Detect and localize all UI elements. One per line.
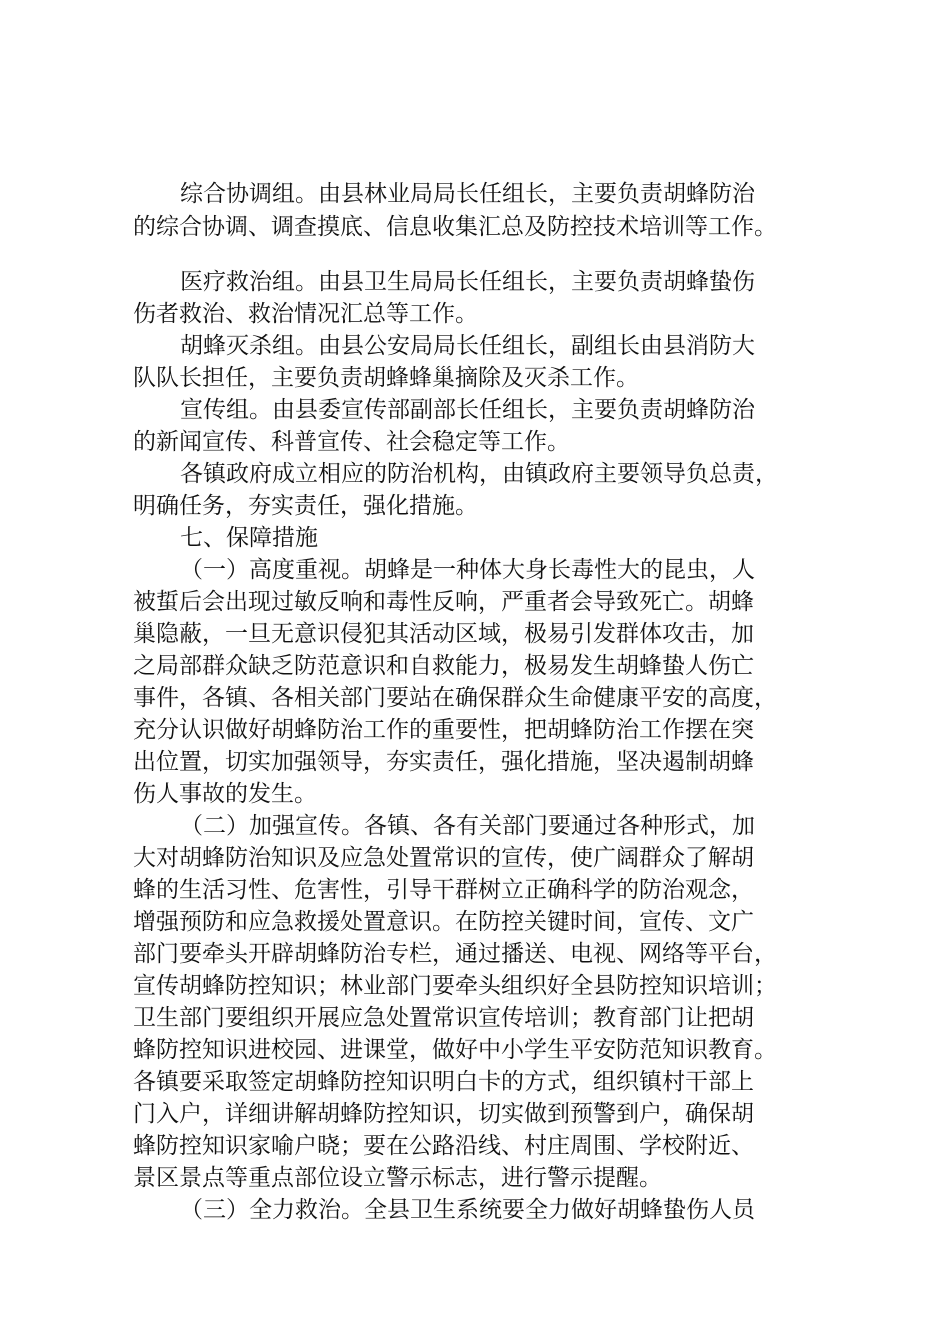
paragraph-line: 综合协调组。由县林业局局长任组长，主要负责胡蜂防治	[180, 181, 755, 207]
paragraph-line: 之局部群众缺乏防范意识和自救能力，极易发生胡蜂蛰人伤亡	[133, 653, 754, 679]
paragraph-line: 事件，各镇、各相关部门要站在确保群众生命健康平安的高度，	[133, 685, 777, 711]
paragraph-line: 宣传胡蜂防控知识；林业部门要牵头组织好全县防控知识培训；	[133, 973, 777, 999]
paragraph-line: 门入户，详细讲解胡蜂防控知识，切实做到预警到户，确保胡	[133, 1101, 754, 1127]
paragraph-line: 大对胡蜂防治知识及应急处置常识的宣传，使广阔群众了解胡	[133, 845, 754, 871]
paragraph-line: 蜂防控知识进校园、进课堂，做好中小学生平安防范知识教育。	[133, 1037, 777, 1063]
paragraph-line: （三）全力救治。全县卫生系统要全力做好胡蜂蛰伤人员	[180, 1197, 755, 1223]
paragraph-line: 宣传组。由县委宣传部副部长任组长，主要负责胡蜂防治	[180, 397, 755, 423]
paragraph-line: 增强预防和应急救援处置意识。在防控关键时间，宣传、文广	[133, 909, 754, 935]
paragraph-line: 部门要牵头开辟胡蜂防治专栏，通过播送、电视、网络等平台，	[133, 941, 777, 967]
paragraph-line: 胡蜂灭杀组。由县公安局局长任组长，副组长由县消防大	[180, 333, 755, 359]
paragraph-line: 的综合协调、调查摸底、信息收集汇总及防控技术培训等工作。	[133, 214, 777, 240]
paragraph-line: 巢隐蔽，一旦无意识侵犯其活动区域，极易引发群体攻击，加	[133, 621, 754, 647]
paragraph-line: 明确任务，夯实责任，强化措施。	[133, 493, 478, 519]
paragraph-line: 充分认识做好胡蜂防治工作的重要性，把胡蜂防治工作摆在突	[133, 717, 754, 743]
paragraph-line: 被蜇后会出现过敏反响和毒性反响，严重者会导致死亡。胡蜂	[133, 589, 754, 615]
paragraph-line: 伤人事故的发生。	[133, 781, 317, 807]
paragraph-line: 医疗救治组。由县卫生局局长任组长，主要负责胡蜂蛰伤	[180, 269, 755, 295]
paragraph-line: 蜂的生活习性、危害性，引导干群树立正确科学的防治观念，	[133, 877, 754, 903]
paragraph-line: 出位置，切实加强领导，夯实责任，强化措施，坚决遏制胡蜂	[133, 749, 754, 775]
paragraph-line: 各镇要采取签定胡蜂防控知识明白卡的方式，组织镇村干部上	[133, 1069, 754, 1095]
section-heading: 七、保障措施	[180, 525, 318, 551]
paragraph-line: （二）加强宣传。各镇、各有关部门要通过各种形式，加	[180, 813, 755, 839]
paragraph-line: （一）高度重视。胡蜂是一种体大身长毒性大的昆虫，人	[180, 557, 755, 583]
paragraph-line: 卫生部门要组织开展应急处置常识宣传培训；教育部门让把胡	[133, 1005, 754, 1031]
paragraph-line: 队队长担任，主要负责胡蜂蜂巢摘除及灭杀工作。	[133, 365, 639, 391]
paragraph-line: 伤者救治、救治情况汇总等工作。	[133, 301, 478, 327]
paragraph-line: 各镇政府成立相应的防治机构，由镇政府主要领导负总责，	[180, 461, 778, 487]
paragraph-line: 蜂防控知识家喻户晓；要在公路沿线、村庄周围、学校附近、	[133, 1133, 754, 1159]
paragraph-line: 的新闻宣传、科普宣传、社会稳定等工作。	[133, 429, 570, 455]
paragraph-line: 景区景点等重点部位设立警示标志，进行警示提醒。	[133, 1165, 662, 1191]
